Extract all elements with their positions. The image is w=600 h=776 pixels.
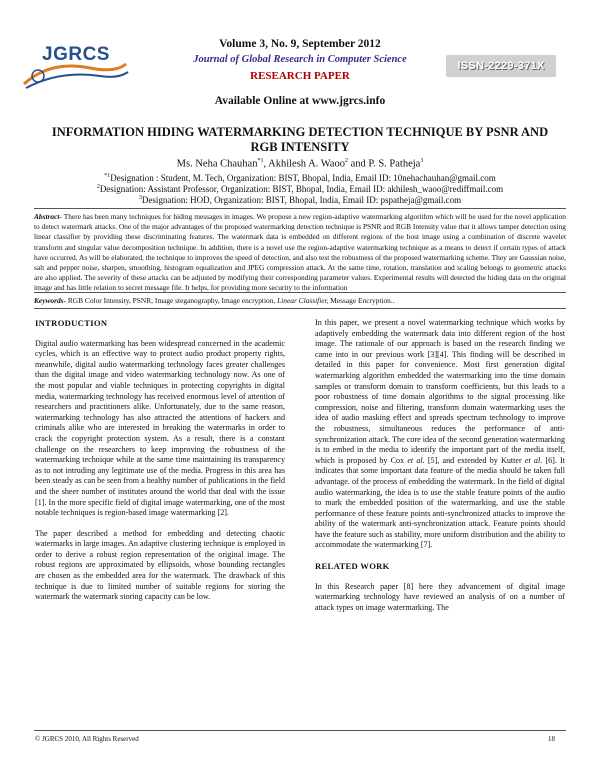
author-name: Ms. Neha Chauhan: [176, 158, 258, 170]
abstract-label: Abstract-: [34, 212, 62, 221]
paper-title: INFORMATION HIDING WATERMARKING DETECTION TECHNIQUE BY PSNR AND RGB INTENSITY: [51, 125, 549, 154]
abstract: [34, 212, 566, 294]
keywords-label: Keywords-: [34, 296, 67, 305]
section-heading-introduction: INTRODUCTION: [35, 318, 108, 328]
author-separator: ,: [263, 158, 269, 170]
paragraph: The paper described a method for embedding and detecting chaotic watermarks in large images. An adaptive clustering technique is employed in order to derive a robust region representation of the original image. The robust regions are approximated by ellipsoids, whose bounding rectangles are chosen as the embedded area for the watermark. The drawback of this technique is due to limited number of suitable regions for storing the watermark the watermark storing capacity can be low.: [35, 528, 285, 602]
affiliation-text: Designation: Assistant Professor, Organization: BIST, Bhopal, India, Email ID: akhilesh_waoo@rediffmail.com: [99, 184, 504, 194]
affiliation-line: [0, 173, 600, 183]
right-column: [315, 318, 565, 623]
logo-text: JGRCS: [42, 44, 110, 65]
footer-rule: [34, 730, 566, 731]
affiliation-line: [0, 195, 600, 205]
citation-etal: et al.: [407, 455, 425, 465]
online-url-line: Available Online at www.jgrcs.info: [214, 95, 386, 107]
affiliation-mark: 3: [138, 195, 142, 201]
citation-etal: et al.: [524, 455, 543, 465]
copyright: © JGRCS 2010, All Rights Reserved: [35, 735, 139, 743]
affiliation-mark: 2: [96, 184, 100, 190]
paragraph: [315, 318, 565, 551]
keywords: [34, 296, 566, 305]
author-and: and: [347, 158, 369, 170]
keywords-bottom-rule: [34, 308, 566, 309]
author-mark: 3: [420, 158, 424, 164]
keywords-text-end: Message Encryption..: [328, 296, 395, 305]
paper-type: RESEARCH PAPER: [250, 70, 350, 82]
paragraph: Digital audio watermarking has been widespread concerned in the academic cycles, which is an effective way to protect audio product property rights, meanwhile, digital audio watermarking technology faces greater challenges than the digital image and video watermarking technology now. As one of the most popular and viable techniques in protecting copyrights in digital media, watermarking technology has received enormous level of attention of researchers and practitioners alike. Unfortunately, due to the same reason, watermarking technology has also attracted the attentions of hackers and criminals alike who are interested in breaking the watermarks in order to crack the copyright protection system. As a result, there is a constant challenge on the researchers to keep improving the robustness of the watermarking technique while at the same time maintaining its transparency as to not intruding any legitimate use of the media. Progress in this area has been steady as can be seen from a healthy number of publications in the field and the sheer number of institutes around the world that deal with the issue [1]. In the more specific field of digital image watermarking, one of the most notable techniques is region-based image watermarking [2].: [35, 338, 285, 518]
author-mark: *1: [257, 158, 264, 164]
affiliation-text: Designation: HOD, Organization: BIST, Bhopal, India, Email ID: pspatheja@gmail.com: [141, 195, 462, 205]
affiliation-line: [0, 184, 600, 194]
paragraph: In this Research paper [8] here they advancement of digital image watermarking technology have reviewed an analysis of on a number of attack types on image watermarking. The: [315, 581, 565, 612]
section-heading-related-work: RELATED WORK: [315, 561, 390, 572]
paragraph-text: [6]. It indicates that some important data feature of the media should be taken full advantage. of the process of embedding the watermark. In the field of digital audio watermarking, the idea is to use the stable feature points of the audio to mark the embedded position of the watermarking, and use the stable performance of these feature points anti-synchronized attacks to improve the ability of the watermark anti-synchronization attack. Feature points should have the feature such as stability, more uniform distribution and the ability to accommodate the watermarking [7].: [315, 455, 565, 550]
journal-name: Journal of Global Research in Computer Science: [193, 54, 407, 65]
issn-badge: ISSN-2229-371X: [446, 55, 556, 77]
affiliation-mark: *1: [104, 173, 111, 179]
paragraph-text: [5], and extended by Kutter: [424, 455, 525, 465]
keywords-italic: Linear Classifier,: [277, 296, 329, 305]
abstract-top-rule: [34, 208, 566, 209]
abstract-text: There has been many techniques for hiding messages in images. We propose a new region-adaptive watermarking algorithm which will be used for the novel application to detect watermark attacks. One of the major advantages of the proposed watermarking detection technique is PSNR and RGB Intensity value that it allows tamper detection using linear classifier by providing these discriminating features. The watermark data is embedded on different regions of the host image using a combination of discrete wavelet transform and singular value decomposition technique. In addition, there is a novel use the region-adaptive watermarking technique as a means to detect if certain types of attack have occurred. As will be elaborated, the technique to improves the speed of detection, and also test the robustness of the proposed watermarking scheme. They are Gaussian noise, salt and pepper noise, sharpen, smoothing, histogram equalization and JPEG compression attack. At the same time, rotation, translation and scaling belongs to geometric attacks are also applied. The severity of these attacks can be adjusted by modifying their corresponding parameter values. Experimental results will detected the hiding data on the original image and has little relation to secret message file. It helps, for providing more security to the information: [34, 212, 566, 293]
author-list: [0, 158, 600, 170]
left-column: [35, 318, 285, 613]
paragraph-text: In this paper, we present a novel watermarking technique which works by adaptively embedding the watermark data into different region of the host image. The rationale of our approach is based on the research finding we came into in our previous work [3][4]. This finding will be described in detailed in this paper for convenience. Most first generation digital watermarking algorithm embedded the watermarking into the time domain samples or transform domain to transform coefficients, but this leads to a poor robustness of time domain algorithms to the signal processing like compression, noise and filtering, transform domain watermarking uses the idea of audio masking effect and spreads spectrum technology to improve the robustness, simultaneous reduces the performance of anti-synchronization attack. The core idea of the second generation watermarking is to embed in the media to identify the important part of the media itself, which is proposed by Cox: [315, 318, 565, 465]
volume-line: Volume 3, No. 9, September 2012: [219, 38, 381, 50]
author-name: P. S. Patheja: [368, 158, 421, 170]
affiliation-text: Designation : Student, M. Tech, Organization: BIST, Bhopal, India, Email ID: 10nehachauhan@gmail.com: [110, 173, 496, 183]
keywords-text: RGB Color Intensity, PSNR, Image steganography, Image encryption,: [66, 296, 278, 305]
page-number: 18: [548, 735, 555, 743]
abstract-bottom-rule: [34, 292, 566, 293]
author-name: Akhilesh A. Waoo: [268, 158, 345, 170]
author-mark: 2: [344, 158, 348, 164]
